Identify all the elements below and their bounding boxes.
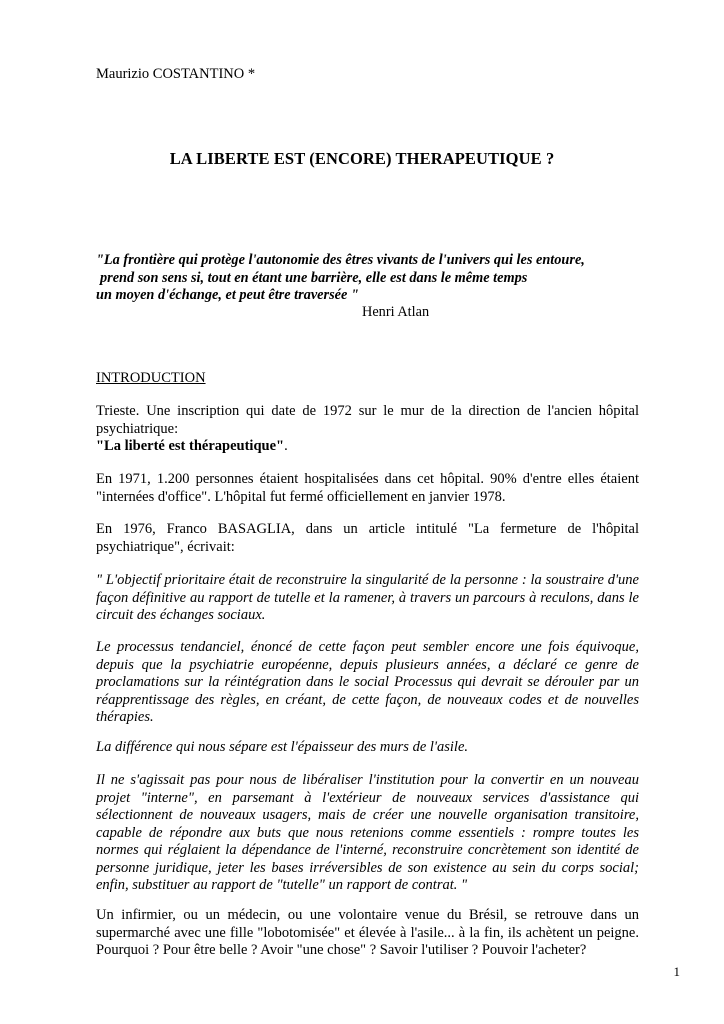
page-number: 1 <box>673 964 680 979</box>
paragraph-text: Trieste. Une inscription qui date de 1972 sur le mur de la direction de l'ancien hôpital psychiatrique: <box>96 403 639 437</box>
quote-paragraph-2: Le processus tendanciel, énoncé de cette façon peut sembler encore une fois équivoque, depuis que la psychiatrie européenne, depuis plusieurs années, a déclaré ce genre de proclamations sur la réintégration dans le social Processus qui devrait se dérouler par un réapprentissage des règles, en créant, de cette façon, de nouveaux codes et de nouvelles thérapies. <box>96 639 639 725</box>
period: . <box>284 438 288 454</box>
author-name: Maurizio COSTANTINO * <box>96 66 256 82</box>
paragraph-basaglia-intro: En 1976, Franco BASAGLIA, dans un article intitulé "La fermeture de l'hôpital psychiatrique", écrivait: <box>96 521 639 555</box>
epigraph-line-2: prend son sens si, tout en étant une barrière, elle est dans le même temps <box>100 269 528 286</box>
inscription-quote: "La liberté est thérapeutique" <box>96 438 285 454</box>
quote-paragraph-1: " L'objectif prioritaire était de reconstruire la singularité de la personne : la soustraire d'une façon définitive au rapport de tutelle et la ramener, à travers un parcours à reculons, dans le circuit des échanges sociaux. <box>96 572 639 623</box>
paragraph-inscription <box>96 403 639 456</box>
document-title: LA LIBERTE EST (ENCORE) THERAPEUTIQUE ? <box>169 149 555 168</box>
quote-paragraph-3: La différence qui nous sépare est l'épaisseur des murs de l'asile. <box>96 739 469 755</box>
epigraph-quote <box>96 252 636 305</box>
paragraph-supermarket: Un infirmier, ou un médecin, ou une volontaire venue du Brésil, se retrouve dans un supermarché avec une fille "lobotomisée" et élevée à l'asile... à la fin, ils achètent un peigne. Pourquoi ? Pour être belle ? Avoir "une chose" ? Savoir l'utiliser ? Pouvoir l'acheter? <box>96 907 639 958</box>
epigraph-line-3: un moyen d'échange, et peut être traversée " <box>96 287 359 303</box>
epigraph-attribution: Henri Atlan <box>362 304 430 320</box>
epigraph-line-1: "La frontière qui protège l'autonomie des êtres vivants de l'univers qui les entoure, <box>96 252 585 268</box>
paragraph-hospital-stats: En 1971, 1.200 personnes étaient hospitalisées dans cet hôpital. 90% d'entre elles étaient "internées d'office". L'hôpital fut fermé officiellement en janvier 1978. <box>96 471 639 505</box>
quote-paragraph-4: Il ne s'agissait pas pour nous de libéraliser l'institution pour la convertir en un nouveau projet "interne", en parsemant à l'extérieur de nouveaux services d'assistance qui sélectionnent de nouveaux usagers, mais de créer une nouvelle organisation transitoire, capable de répondre aux buts que nous retenions comme essentiels : rompre toutes les normes qui réglaient la dépendance de l'interné, reconstruire concrètement son identité de personne juridique, jeter les bases irréversibles de son existence au sein du corps social; enfin, substituer au rapport de "tutelle" un rapport de contrat. " <box>96 772 639 893</box>
section-heading: INTRODUCTION <box>96 370 206 386</box>
